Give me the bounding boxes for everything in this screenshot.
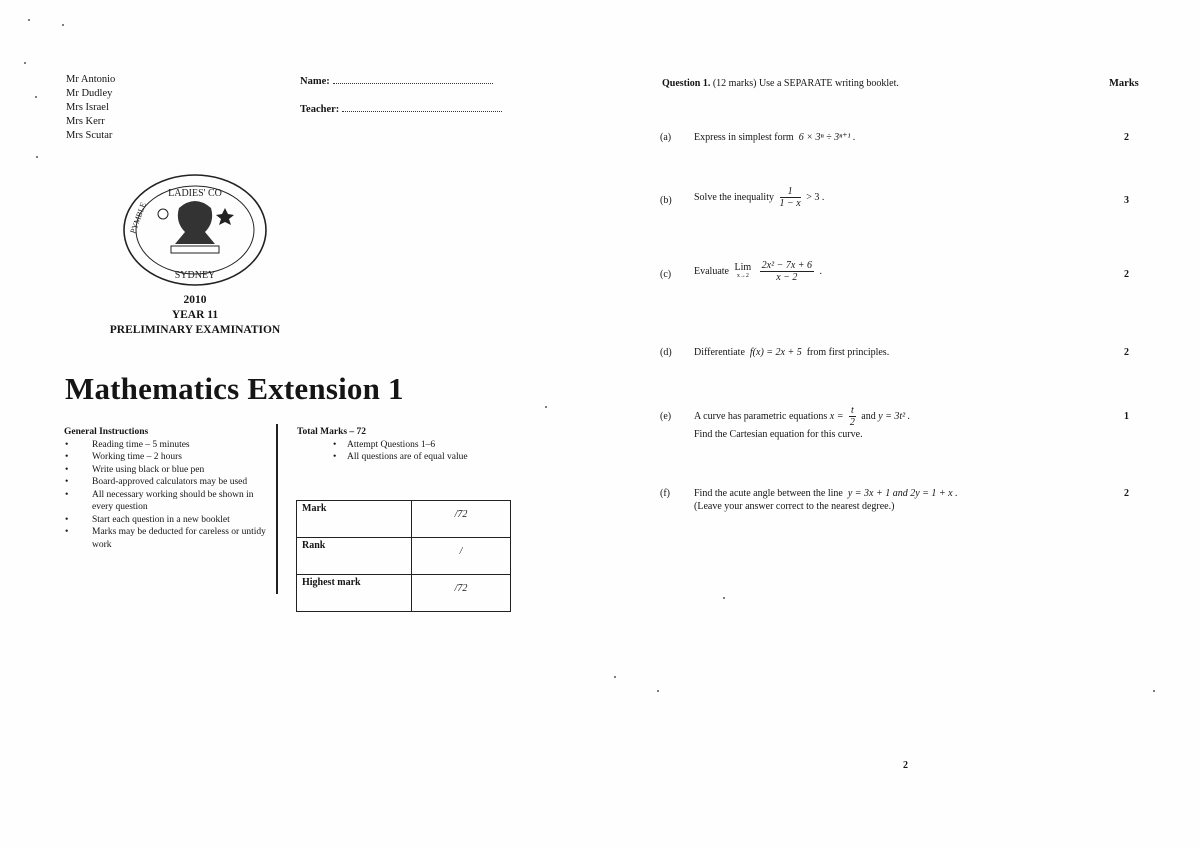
student-fields: [300, 74, 502, 130]
instructions-heading: General Instructions: [64, 427, 149, 437]
question-page: [600, 0, 1200, 848]
scan-speck: [657, 690, 659, 692]
part-prompt: Solve the inequality: [694, 191, 774, 203]
teacher-line: [342, 102, 502, 112]
name-field: [300, 74, 502, 102]
exam-year: 2010: [183, 294, 207, 306]
part-tail: from first principles.: [806, 347, 890, 358]
part-expression: y = 3x + 1 and 2y = 1 + x .: [847, 488, 958, 499]
question-heading: [662, 78, 899, 89]
general-instructions: [64, 426, 272, 551]
instruction-item: • All necessary working should be shown in every question: [64, 489, 272, 514]
part-marks: 3: [1124, 195, 1129, 206]
rank-value: /: [412, 538, 511, 575]
scan-speck: [62, 24, 64, 26]
part-prompt: Express in simplest form: [694, 132, 794, 143]
total-marks: [297, 426, 468, 464]
fraction-numerator: 2x² − 7x + 6: [761, 260, 813, 271]
part-marks: 2: [1124, 132, 1129, 143]
scan-speck: [28, 19, 30, 21]
instruction-item: • Reading time – 5 minutes: [64, 439, 272, 452]
part-prompt: A curve has parametric equations: [694, 410, 828, 422]
name-line: [333, 74, 493, 84]
part-marks: 2: [1124, 269, 1129, 280]
total-item: • Attempt Questions 1–6: [297, 439, 468, 452]
exam-type: PRELIMINARY EXAMINATION: [109, 324, 281, 336]
part-text: [694, 131, 1094, 144]
limit-subscript: x→2: [736, 272, 749, 279]
part-text: [694, 346, 1094, 359]
name-label: Name:: [300, 76, 330, 87]
part-marks: 1: [1124, 411, 1129, 422]
part-label: (d): [660, 347, 672, 358]
total-list: [297, 439, 468, 464]
part-label: (e): [660, 411, 672, 422]
fraction-denominator: 1 − x: [779, 198, 801, 209]
exam-heading: [60, 293, 330, 338]
part-expression: 6 × 3ⁿ ÷ 3ⁿ⁺¹ .: [798, 132, 856, 143]
svg-text:LADIES' CO: LADIES' CO: [168, 188, 222, 199]
table-row: [297, 501, 511, 538]
part-second-line: (Leave your answer correct to the nearest degree.): [694, 501, 895, 512]
part-second-line: Find the Cartesian equation for this curve.: [694, 429, 863, 440]
part-marks: 2: [1124, 347, 1129, 358]
part-prompt: Evaluate: [694, 265, 729, 277]
part-marks: 2: [1124, 488, 1129, 499]
scan-speck: [614, 676, 616, 678]
question-title: Question 1.: [662, 78, 711, 89]
question-instructions: (12 marks) Use a SEPARATE writing booklet.: [712, 78, 899, 89]
limit: [734, 263, 751, 281]
fraction: [760, 260, 814, 283]
part-label: (a): [660, 132, 672, 143]
teacher-name: Mr Antonio: [66, 74, 116, 85]
instruction-item: • Board-approved calculators may be used: [64, 476, 272, 489]
part-prompt: Find the acute angle between the line: [694, 488, 843, 499]
part-text: [694, 260, 1094, 283]
teacher-name: Mrs Israel: [66, 102, 109, 113]
scan-speck: [1153, 690, 1155, 692]
table-row: [297, 575, 511, 612]
instruction-item: • Working time – 2 hours: [64, 451, 272, 464]
part-label: (f): [660, 488, 670, 499]
table-row: [297, 538, 511, 575]
scan-speck: [36, 156, 38, 158]
scan-speck: [35, 96, 37, 98]
scan-speck: [723, 597, 725, 599]
part-expression: y = 3t² .: [878, 410, 911, 422]
fraction-denominator: x − 2: [776, 272, 798, 283]
teacher-name: Mr Dudley: [66, 88, 113, 99]
part-label: (c): [660, 269, 672, 280]
part-text: [694, 405, 1094, 441]
teacher-name: Mrs Kerr: [66, 116, 105, 127]
highest-mark-value: /72: [412, 575, 511, 612]
teacher-list: [66, 73, 115, 143]
scan-speck: [24, 62, 26, 64]
fraction-denominator: 2: [849, 417, 855, 428]
exam-grade: YEAR 11: [171, 309, 219, 321]
part-text: [694, 487, 1094, 513]
instruction-item: • Start each question in a new booklet: [64, 514, 272, 527]
teacher-label: Teacher:: [300, 104, 340, 115]
part-tail: .: [819, 265, 823, 277]
mark-table: [296, 500, 511, 612]
marks-column-heading: Marks: [1109, 78, 1139, 89]
school-seal-logo: [121, 172, 269, 288]
subject-title: Mathematics Extension 1: [65, 371, 404, 406]
total-item: • All questions are of equal value: [297, 451, 468, 464]
column-divider: [276, 424, 278, 594]
svg-text:PYMBLE: PYMBLE: [128, 201, 148, 235]
page-number: 2: [903, 760, 908, 771]
part-text: [694, 186, 1094, 209]
rank-label: Rank: [297, 538, 412, 575]
fraction: [780, 186, 801, 209]
highest-mark-label: Highest mark: [297, 575, 412, 612]
part-prompt: Differentiate: [694, 347, 745, 358]
instruction-item: • Marks may be deducted for careless or untidy work: [64, 526, 272, 551]
limit-word: Lim: [734, 261, 752, 273]
teacher-field: [300, 102, 502, 130]
fraction-numerator: 1: [780, 186, 801, 198]
instructions-list: [64, 439, 272, 552]
part-expression: x =: [829, 410, 844, 422]
scan-speck: [545, 406, 547, 408]
part-label: (b): [660, 195, 672, 206]
part-tail: > 3 .: [806, 191, 825, 203]
total-heading: Total Marks – 72: [297, 427, 367, 437]
teacher-name: Mrs Scutar: [66, 130, 113, 141]
svg-text:SYDNEY: SYDNEY: [174, 270, 216, 281]
fraction: [849, 405, 856, 428]
part-connector: and: [861, 410, 876, 422]
mark-label: Mark: [297, 501, 412, 538]
instruction-item: • Write using black or blue pen: [64, 464, 272, 477]
fraction-numerator: t: [850, 405, 854, 416]
mark-value: /72: [412, 501, 511, 538]
part-expression: f(x) = 2x + 5: [749, 347, 802, 358]
